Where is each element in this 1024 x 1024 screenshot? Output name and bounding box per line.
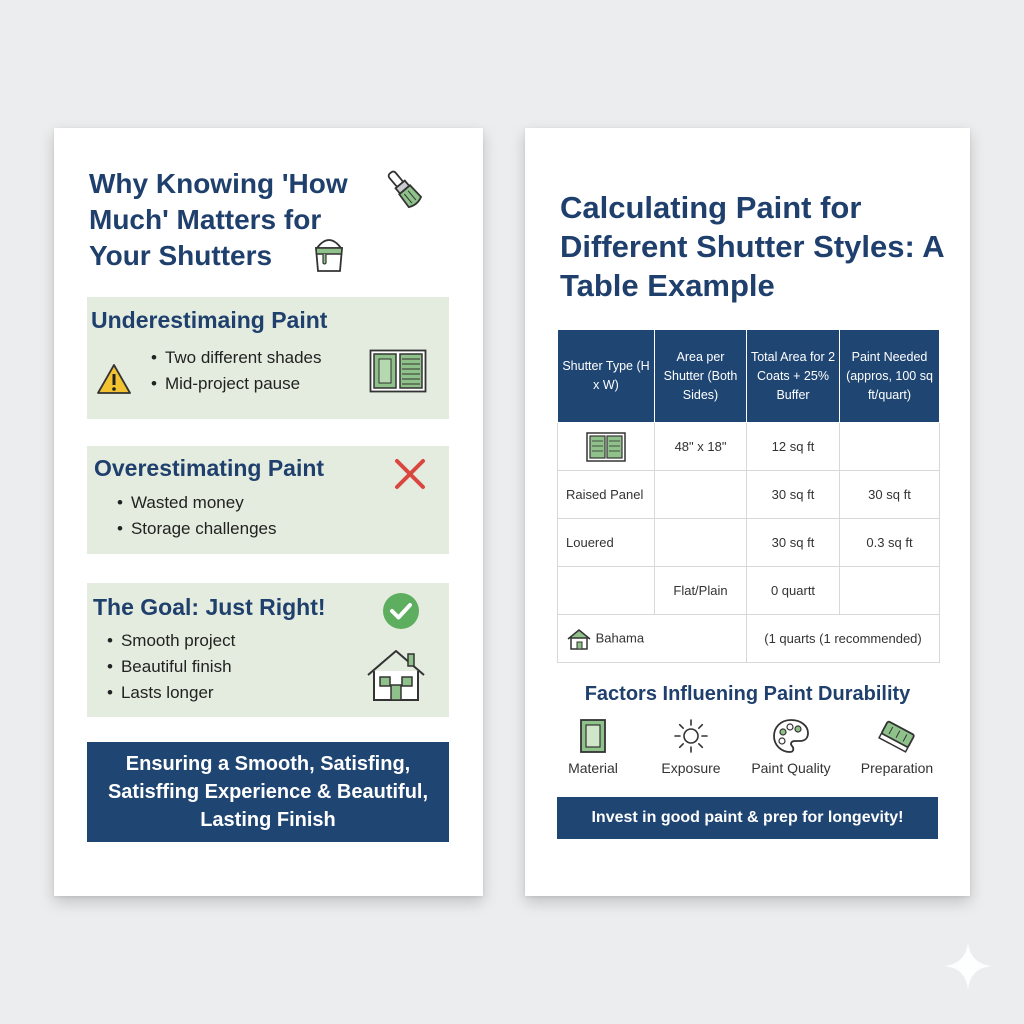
right-card bbox=[525, 128, 970, 896]
sanding-block-icon bbox=[877, 718, 917, 754]
list-item: • Mid-project pause bbox=[151, 371, 322, 397]
right-card-title: Calculating Paint for Different Shutter Styles: A Table Example bbox=[560, 190, 944, 303]
table-cell bbox=[558, 567, 655, 615]
table-cell: 30 sq ft bbox=[747, 519, 840, 567]
factor-paint-quality bbox=[743, 718, 839, 776]
table-cell bbox=[840, 423, 940, 471]
table-header-cell: Total Area for 2 Coats + 25% Buffer bbox=[747, 330, 840, 423]
table-cell: 0 quartt bbox=[747, 567, 840, 615]
palette-icon bbox=[772, 718, 810, 754]
table-cell: Raised Panel bbox=[558, 471, 655, 519]
sparkle-icon bbox=[942, 940, 994, 992]
table-header-cell: Area per Shutter (Both Sides) bbox=[655, 330, 747, 423]
factor-label: Preparation bbox=[860, 760, 934, 776]
overestimating-list bbox=[117, 490, 277, 542]
table-cell: Flat/Plain bbox=[655, 567, 747, 615]
table-header-cell: Shutter Type (H x W) bbox=[558, 330, 655, 423]
table-cell: Louered bbox=[558, 519, 655, 567]
goal-list bbox=[107, 628, 235, 706]
table-header-row bbox=[558, 330, 940, 423]
right-banner: Invest in good paint & prep for longevity! bbox=[557, 797, 938, 839]
sun-icon bbox=[673, 718, 709, 754]
x-mark-icon bbox=[393, 457, 427, 491]
factor-preparation bbox=[849, 718, 945, 776]
goal-title: The Goal: Just Right! bbox=[93, 594, 326, 620]
table-cell bbox=[558, 615, 747, 663]
left-banner: Ensuring a Smooth, Satisfing, Satisffing Experience & Beautiful, Lasting Finish bbox=[87, 742, 449, 842]
factors-title: Factors Influening Paint Durability bbox=[584, 683, 911, 705]
table-cell bbox=[655, 519, 747, 567]
table-row bbox=[558, 567, 940, 615]
table-cell bbox=[558, 423, 655, 471]
house-icon bbox=[566, 628, 592, 650]
overestimating-panel bbox=[87, 446, 449, 554]
house-icon bbox=[364, 647, 428, 703]
table-row bbox=[558, 471, 940, 519]
factor-label: Exposure bbox=[661, 760, 721, 776]
left-card bbox=[54, 128, 483, 896]
table-cell: 12 sq ft bbox=[747, 423, 840, 471]
paint-bucket-icon bbox=[311, 236, 347, 274]
list-item: • Lasts longer bbox=[107, 680, 235, 706]
underestimating-list bbox=[151, 345, 322, 397]
warning-icon bbox=[96, 363, 132, 395]
table-cell: (1 quarts (1 recommended) bbox=[747, 615, 940, 663]
overestimating-title: Overestimating Paint bbox=[94, 455, 325, 481]
table-row bbox=[558, 519, 940, 567]
table-cell bbox=[655, 471, 747, 519]
list-item: • Two different shades bbox=[151, 345, 322, 371]
left-card-title: Why Knowing 'How Much' Matters for Your Shutters bbox=[89, 168, 348, 271]
factor-material bbox=[545, 718, 641, 776]
table-footer-row bbox=[558, 615, 940, 663]
check-circle-icon bbox=[381, 591, 421, 631]
table-header-cell: Paint Needed (appros, 100 sq ft/quart) bbox=[840, 330, 940, 423]
table-row bbox=[558, 423, 940, 471]
list-item: • Wasted money bbox=[117, 490, 277, 516]
paint-table bbox=[557, 329, 940, 663]
list-item: • Storage challenges bbox=[117, 516, 277, 542]
table-cell: 30 sq ft bbox=[747, 471, 840, 519]
paintbrush-icon bbox=[381, 166, 427, 212]
shutter-icon bbox=[369, 349, 427, 393]
material-icon bbox=[577, 718, 609, 754]
table-cell: 30 sq ft bbox=[840, 471, 940, 519]
shutter-icon bbox=[586, 432, 626, 462]
factor-label: Paint Quality bbox=[751, 760, 831, 776]
table-cell: 48" x 18" bbox=[655, 423, 747, 471]
goal-panel bbox=[87, 583, 449, 717]
underestimating-panel bbox=[87, 297, 449, 419]
list-item: • Beautiful finish bbox=[107, 654, 235, 680]
underestimating-title: Underestimaing Paint bbox=[91, 307, 328, 333]
table-cell: 0.3 sq ft bbox=[840, 519, 940, 567]
factor-label: Material bbox=[568, 760, 618, 776]
footer-label: Bahama bbox=[595, 629, 645, 645]
table-cell bbox=[840, 567, 940, 615]
factor-exposure bbox=[643, 718, 739, 776]
list-item: • Smooth project bbox=[107, 628, 235, 654]
